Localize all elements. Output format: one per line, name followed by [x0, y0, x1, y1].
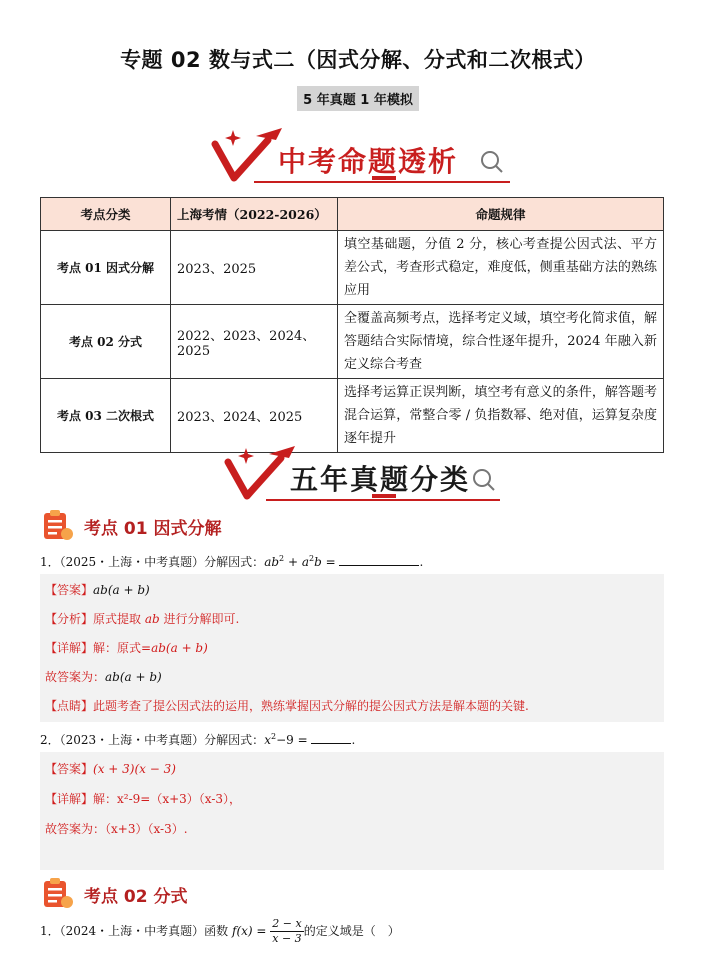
question-tail: 的定义域是（ ） — [303, 924, 400, 938]
math-expression: −9 = — [276, 733, 312, 747]
question-end: . — [351, 733, 356, 747]
math-term: a — [301, 555, 309, 569]
math-exponent: 2 — [308, 554, 315, 563]
banner-analysis — [0, 126, 716, 188]
fraction-denominator: x − 3 — [272, 932, 302, 945]
function-expr: f(x) = — [232, 924, 271, 938]
exam-analysis-table — [40, 197, 664, 453]
question-number: 1． — [40, 555, 60, 569]
point-line — [45, 697, 529, 714]
page-title: 专题 02 数与式二（因式分解、分式和二次根式） — [120, 48, 596, 72]
analysis-line — [45, 610, 239, 627]
math-operator: + — [284, 555, 302, 569]
detail-text: 解：x²-9=（x+3）（x-3）， — [93, 792, 242, 806]
answer-line — [45, 760, 176, 777]
section-title: 考点 01 因式分解 — [84, 519, 222, 539]
answer-value: (x + 3)(x − 3) — [93, 762, 176, 776]
question-source: （2023・上海・中考真题）分解因式： — [59, 733, 265, 747]
detail-line — [45, 639, 208, 656]
answer-label: 【答案】 — [45, 762, 94, 776]
detail-line — [45, 790, 241, 807]
question-source: （2025・上海・中考真题）分解因式： — [59, 555, 265, 569]
math-term: b — [314, 555, 322, 569]
row-years: 2023、2024、2025 — [171, 379, 338, 453]
detail-label: 【详解】 — [45, 792, 94, 806]
section-header-fraction — [40, 876, 680, 910]
analysis-text: 进行分解即可. — [159, 612, 240, 626]
row-category: 考点 02 分式 — [41, 305, 171, 379]
math-term: ab — [264, 555, 280, 569]
row-category: 考点 01 因式分解 — [41, 231, 171, 305]
header-rule: 命题规律 — [338, 198, 664, 231]
question-1 — [40, 553, 423, 570]
row-rule: 填空基础题，分值 2 分，核心考查提公因式法、平方差公式，考查形式稳定，难度低，侧重基础方法的熟练应用 — [338, 231, 664, 305]
conclusion-line — [45, 668, 162, 685]
banner-classification — [0, 444, 716, 506]
question-number: 2． — [40, 733, 60, 747]
question-2 — [40, 731, 355, 748]
section-header-factorization — [40, 508, 680, 542]
table-row — [41, 231, 664, 305]
answer-blank[interactable] — [339, 553, 419, 566]
conclusion-text: 故答案为：（x+3）（x-3）. — [45, 822, 188, 836]
conclusion-line — [45, 820, 188, 837]
point-label: 【点睛】 — [45, 699, 94, 713]
row-years: 2023、2025 — [171, 231, 338, 305]
row-rule: 选择考运算正误判断，填空考有意义的条件，解答题考混合运算，常整合零 / 负指数幂、绝对值，运算复杂度逐年提升 — [338, 379, 664, 453]
conclusion-text: 故答案为： — [45, 670, 106, 684]
fraction-numerator: 2 − x — [272, 917, 302, 930]
answer-value: ab(a + b) — [93, 583, 150, 597]
math-exponent: 2 — [279, 554, 285, 563]
row-rule: 全覆盖高频考点，选择考定义域，填空考化简求值，解答题结合实际情境，综合性逐年提升，2024 年融入新定义综合考查 — [338, 305, 664, 379]
table-header-row — [41, 198, 664, 231]
analysis-label: 【分析】 — [45, 612, 94, 626]
detail-text: 解：原式= — [93, 641, 152, 655]
question-source: （2024・上海・中考真题）函数 — [59, 924, 232, 938]
math-exponent: 2 — [270, 732, 277, 741]
question-fraction-1 — [40, 917, 400, 946]
banner-analysis-title: 中考命题透析 — [278, 145, 459, 178]
answer-label: 【答案】 — [45, 583, 94, 597]
header-category: 考点分类 — [41, 198, 171, 231]
detail-label: 【详解】 — [45, 641, 94, 655]
fraction — [270, 917, 303, 946]
point-text: 此题考查了提公因式法的运用，熟练掌握因式分解的提公因式方法是解本题的关键. — [93, 699, 529, 713]
table-row — [41, 379, 664, 453]
page-subtitle: 5 年真题 1 年模拟 — [297, 86, 419, 111]
math-operator: = — [321, 555, 340, 569]
header-years: 上海考情（2022-2026） — [171, 198, 338, 231]
answer-line — [45, 581, 150, 598]
row-years: 2022、2023、2024、2025 — [171, 305, 338, 379]
math-term: x — [264, 733, 271, 747]
question-end: . — [419, 555, 424, 569]
conclusion-expr: ab(a + b) — [105, 670, 162, 684]
question-number: 1． — [40, 924, 60, 938]
clipboard-icon — [40, 876, 74, 910]
analysis-var: ab — [144, 612, 160, 626]
answer-block-1 — [40, 574, 664, 722]
banner-classification-title: 五年真题分类 — [290, 463, 471, 496]
analysis-text: 原式提取 — [93, 612, 145, 626]
detail-expr: ab(a + b) — [151, 641, 208, 655]
table-row — [41, 305, 664, 379]
clipboard-icon — [40, 508, 74, 542]
section-title: 考点 02 分式 — [84, 887, 188, 907]
row-category: 考点 03 二次根式 — [41, 379, 171, 453]
answer-blank[interactable] — [311, 731, 351, 744]
answer-block-2 — [40, 752, 664, 870]
